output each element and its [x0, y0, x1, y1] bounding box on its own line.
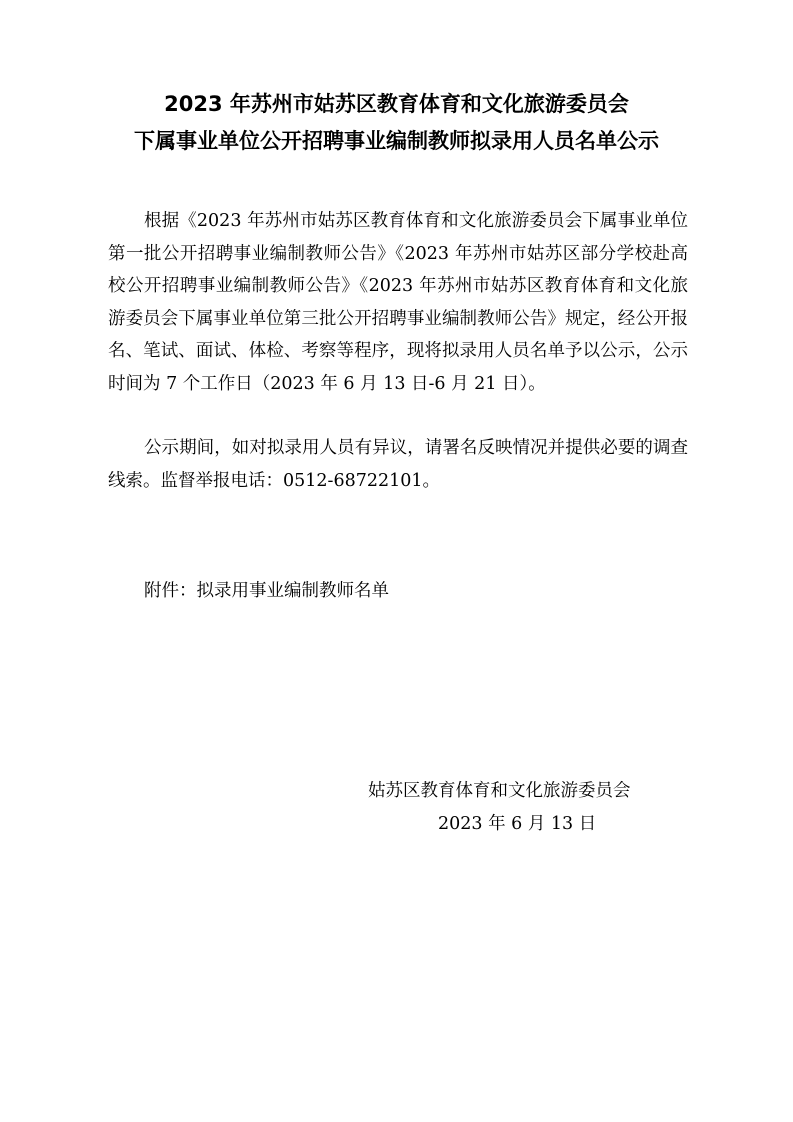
document-title-line2: 下属事业单位公开招聘事业编制教师拟录用人员名单公示 [134, 129, 659, 153]
body-paragraph-notice: 根据《2023 年苏州市姑苏区教育体育和文化旅游委员会下属事业单位第一批公开招聘事业编制教师公告》《2023 年苏州市姑苏区部分学校赴高校公开招聘事业编制教师公告》《2023 年苏州市姑苏区教育体育和文化旅游委员会下属事业单位第三批公开招聘事业编制教师公告》规定，经公开报名、笔试、面试、体检、考察等程序，现将拟录用人员名单予以公示，公示时间为 7 个工作日（2023 年 6 月 13 日-6 月 21 日）。 [108, 211, 688, 394]
attachment-note: 附件：拟录用事业编制教师名单 [144, 581, 389, 601]
body-paragraph-supervision: 公示期间，如对拟录用人员有异议，请署名反映情况并提供必要的调查线索。监督举报电话：0512-68722101。 [108, 438, 688, 491]
signature-organization: 姑苏区教育体育和文化旅游委员会 [368, 781, 631, 801]
document-title-line1: 2023 年苏州市姑苏区教育体育和文化旅游委员会 [164, 92, 629, 116]
signature-date: 2023 年 6 月 13 日 [438, 814, 597, 834]
